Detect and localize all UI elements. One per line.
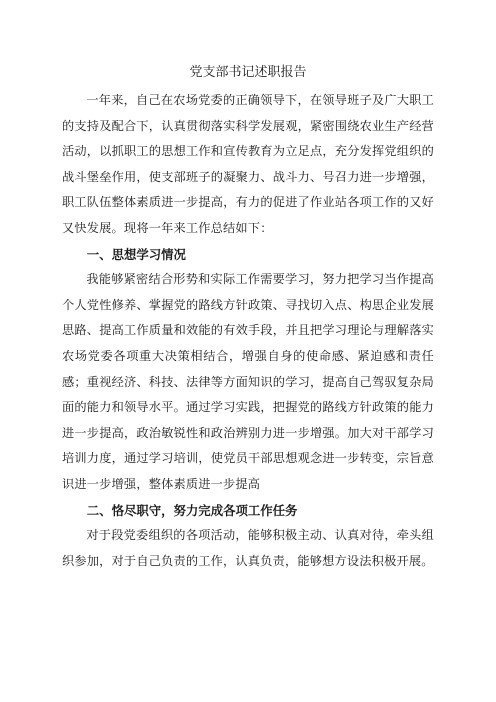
intro-paragraph: 一年来，自己在农场党委的正确领导下，在领导班子及广大职工的支持及配合下，认真贯彻落实科学发展观，紧密围绕农业生产经营活动，以抓职工的思想工作和宣传教育为立足点，充分发挥党组织的战斗堡垒作用，使支部班子的凝聚力、战斗力、号召力进一步增强，职工队伍整体素质进一步提高，有力的促进了作业站各项工作的又好又快发展。现将一年来工作总结如下：: [62, 93, 434, 235]
section-2-body: 对于段党委组织的各项活动，能够积极主动、认真对待，牵头组织参加，对于自己负责的工作，认真负责，能够想方设法积极开展。: [62, 528, 434, 568]
section-2-heading: 二、恪尽职守，努力完成各项工作任务: [86, 502, 298, 518]
section-1-heading: 一、思想学习情况: [86, 246, 186, 262]
section-1-body: 我能够紧密结合形势和实际工作需要学习，努力把学习当作提高个人党性修养、掌握党的路线方针政策、寻找切入点、构思企业发展思路、提高工作质量和效能的有效手段，并且把学习理论与理解落实农场党委各项重大决策相结合，增强自身的使命感、紧迫感和责任感；重视经济、科技、法律等方面知识的学习，提高自己驾驭复杂局面的能力和领导水平。通过学习实践，把握党的路线方针政策的能力进一步提高，政治敏锐性和政治辨别力进一步增强。加大对干部学习培训力度，通过学习培训，使党员干部思想观念进一步转变，宗旨意识进一步增强，整体素质进一步提高: [62, 272, 434, 491]
document-title: 党支部书记述职报告: [189, 65, 307, 80]
